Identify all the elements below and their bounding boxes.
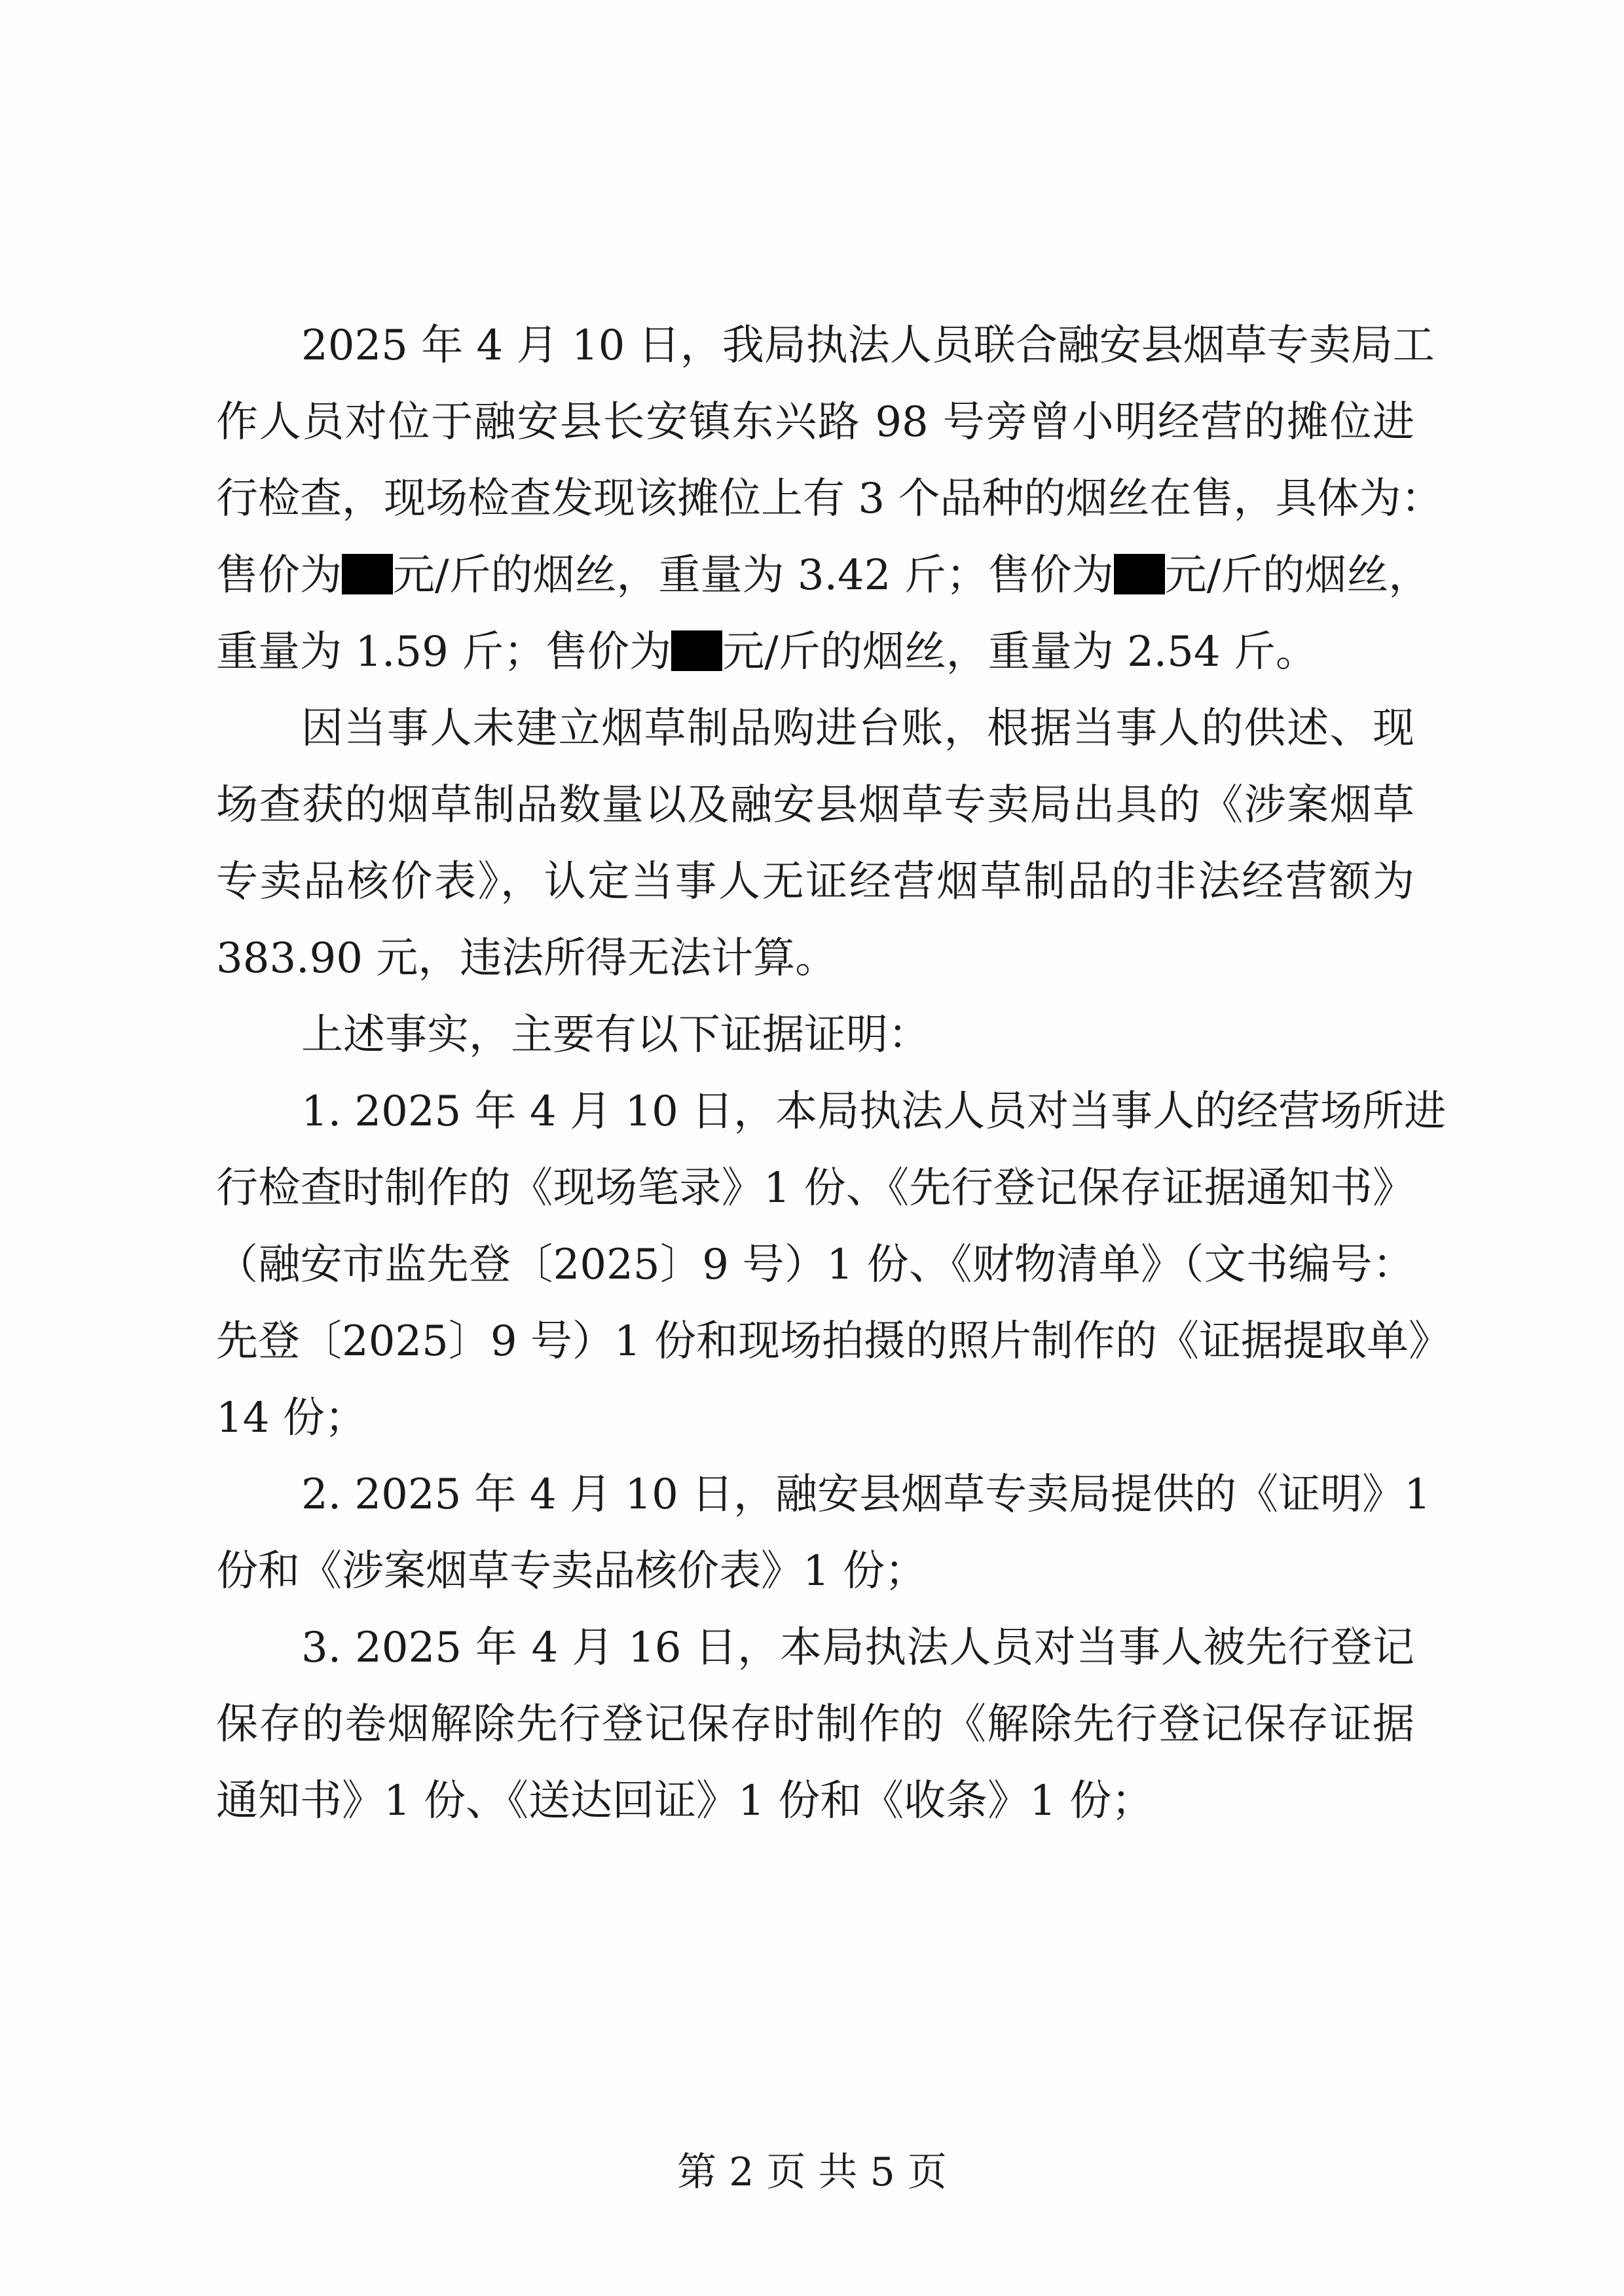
redaction-block xyxy=(671,630,722,671)
paragraph-evidence-intro xyxy=(216,997,1414,1074)
text-line: 上述事实，主要有以下证据证明： xyxy=(301,1011,930,1059)
text-line: 保存的卷烟解除先行登记保存时制作的《解除先行登记保存证据 xyxy=(216,1700,1414,1749)
text-line: 作人员对位于融安县长安镇东兴路 98 号旁曾小明经营的摊位进 xyxy=(216,398,1414,446)
text-line: 先登〔2025〕9 号）1 份和现场拍摄的照片制作的《证据提取单》 xyxy=(216,1317,1450,1366)
text-line xyxy=(216,538,1431,614)
text-line: 通知书》1 份、《送达回证》1 份和《收条》1 份； xyxy=(216,1777,1154,1825)
text-line: 14 份； xyxy=(216,1394,367,1442)
text-line: 383.90 元，违法所得无法计算。 xyxy=(216,934,838,983)
text-line: 1. 2025 年 4 月 10 日，本局执法人员对当事人的经营场所进 xyxy=(301,1087,1447,1136)
text-line: 行检查，现场检查发现该摊位上有 3 个品种的烟丝在售，具体为： xyxy=(216,475,1443,523)
redaction-block xyxy=(342,554,393,594)
text-fragment: 元/斤的烟丝，重量为 2.54 斤。 xyxy=(722,628,1318,676)
text-line: 2. 2025 年 4 月 10 日，融安县烟草专卖局提供的《证明》1 xyxy=(301,1470,1431,1519)
text-line: 因当事人未建立烟草制品购进台账，根据当事人的供述、现 xyxy=(301,704,1414,753)
text-line: 2025 年 4 月 10 日，我局执法人员联合融安县烟草专卖局工 xyxy=(301,321,1435,370)
text-line: 场查获的烟草制品数量以及融安县烟草专卖局出具的《涉案烟草 xyxy=(216,781,1414,829)
text-line: 专卖品核价表》，认定当事人无证经营烟草制品的非法经营额为 xyxy=(216,858,1414,906)
document-body xyxy=(216,308,1450,1840)
text-line: （融安市监先登〔2025〕9 号）1 份、《财物清单》（文书编号： xyxy=(216,1241,1414,1289)
paragraph-illegal-amount xyxy=(216,691,1414,997)
paragraph-evidence-2 xyxy=(216,1457,1431,1610)
paragraph-evidence-3 xyxy=(216,1610,1414,1840)
text-line: 份和《涉案烟草专卖品核价表》1 份； xyxy=(216,1547,927,1595)
text-fragment: 重量为 1.59 斤；售价为 xyxy=(216,628,672,676)
paragraph-evidence-1 xyxy=(216,1074,1450,1457)
text-line: 3. 2025 年 4 月 16 日，本局执法人员对当事人被先行登记 xyxy=(301,1624,1414,1672)
text-fragment: 元/斤的烟丝，重量为 3.42 斤；售价为 xyxy=(393,551,1114,600)
redaction-block xyxy=(1114,554,1165,594)
paragraph-inspection xyxy=(216,308,1443,691)
text-line xyxy=(216,614,1414,691)
text-fragment: 元/斤的烟丝， xyxy=(1164,551,1431,600)
text-line: 行检查时制作的《现场笔录》1 份、《先行登记保存证据通知书》 xyxy=(216,1164,1414,1212)
text-fragment: 售价为 xyxy=(216,551,342,600)
page-number-footer: 第 2 页 共 5 页 xyxy=(677,2149,947,2195)
